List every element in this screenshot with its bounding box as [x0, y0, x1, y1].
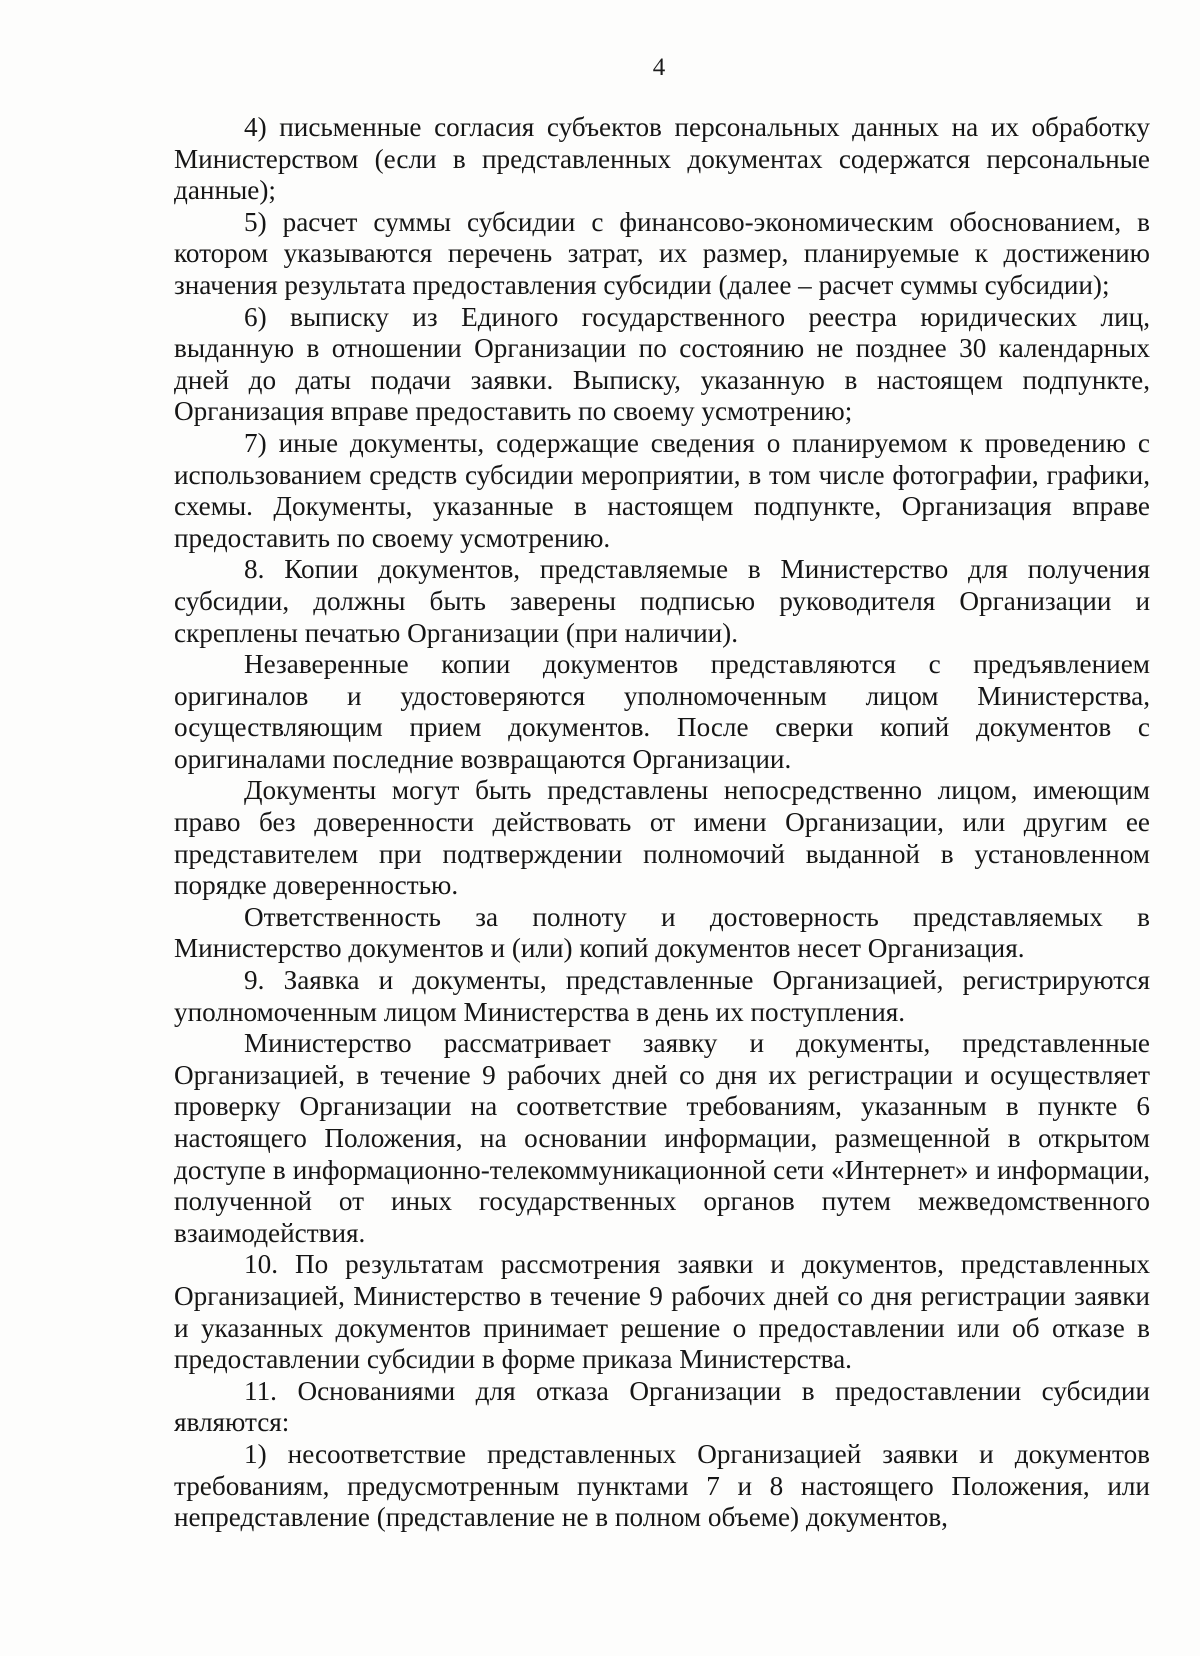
document-body	[174, 112, 1150, 1534]
paragraph-item-7: 7) иные документы, содержащие сведения о планируемом к проведению с использованием средств субсидии мероприятии, в том числе фотографии, графики, схемы. Документы, указанные в настоящем подпункте, Организация вправе предоставить по своему усмотрению.	[174, 427, 1150, 553]
paragraph-submission-by: Документы могут быть представлены непосредственно лицом, имеющим право без доверенности действовать от имени Организации, или другим ее представителем при подтверждении полномочий выданной в установленном порядке доверенностью.	[174, 775, 1150, 901]
paragraph-responsibility: Ответственность за полноту и достоверность представляемых в Министерство документов и (или) копий документов несет Организация.	[174, 901, 1150, 964]
page-number: 4	[652, 54, 666, 81]
paragraph-item-5: 5) расчет суммы субсидии с финансово-экономическим обоснованием, в котором указываются перечень затрат, их размер, планируемые к достижению значения результата предоставления субсидии (далее – расчет суммы субсидии);	[174, 206, 1150, 300]
paragraph-item-1: 1) несоответствие представленных Организацией заявки и документов требованиям, предусмотренным пунктами 7 и 8 настоящего Положения, или непредставление (представление не в полном объеме) документов,	[174, 1438, 1150, 1533]
paragraph-clause-10: 10. По результатам рассмотрения заявки и документов, представленных Организацией, Министерство в течение 9 рабочих дней со дня регистрации заявки и указанных документов принимает решение о предоставлении или об отказе в предоставлении субсидии в форме приказа Министерства.	[174, 1249, 1150, 1375]
paragraph-clause-9: 9. Заявка и документы, представленные Организацией, регистрируются уполномоченным лицом Министерства в день их поступления.	[174, 965, 1150, 1027]
paragraph-item-4: 4) письменные согласия субъектов персональных данных на их обработку Министерством (если в представленных документах содержатся персональные данные);	[174, 112, 1150, 206]
paragraph-uncertified-copies: Незаверенные копии документов представляются с предъявлением оригиналов и удостоверяются уполномоченным лицом Министерства, осуществляющим прием документов. После сверки копий документов с оригиналами последние возвращаются Организации.	[174, 649, 1150, 774]
paragraph-clause-8: 8. Копии документов, представляемые в Министерство для получения субсидии, должны быть заверены подписью руководителя Организации и скреплены печатью Организации (при наличии).	[174, 554, 1150, 648]
paragraph-review: Министерство рассматривает заявку и документы, представленные Организацией, в течение 9 рабочих дней со дня их регистрации и осуществляет проверку Организации на соответствие требованиям, указанным в пункте 6 настоящего Положения, на основании информации, размещенной в открытом доступе в информационно-телекоммуникационной сети «Интернет» и информации, полученной от иных государственных органов путем межведомственного взаимодействия.	[174, 1028, 1150, 1248]
paragraph-clause-11: 11. Основаниями для отказа Организации в предоставлении субсидии являются:	[174, 1375, 1150, 1438]
paragraph-item-6: 6) выписку из Единого государственного реестра юридических лиц, выданную в отношении Организации по состоянию не позднее 30 календарных дней до даты подачи заявки. Выписку, указанную в настоящем подпункте, Организация вправе предоставить по своему усмотрению;	[174, 301, 1150, 427]
